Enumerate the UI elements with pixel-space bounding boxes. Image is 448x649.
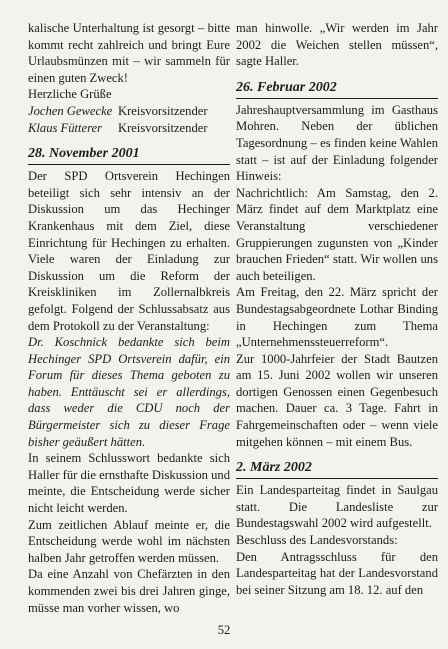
signer-row xyxy=(28,103,230,120)
signer-role: Kreisvorsitzender xyxy=(118,120,208,135)
right-column xyxy=(236,20,438,598)
signer-row xyxy=(28,120,230,137)
paragraph: Ein Landesparteitag findet in Saulgau statt. Die Landesliste zur Bundestagswahl 2002 wird aufgestellt. xyxy=(236,483,438,531)
paragraph: In seinem Schlusswort bedankte sich Haller für die ernsthafte Diskussion und meinte, die Entscheidung werde sicher nicht leicht werden. xyxy=(28,451,230,516)
section-heading: 28. November 2001 xyxy=(28,146,230,165)
section-heading: 2. März 2002 xyxy=(236,460,438,479)
paragraph: Der SPD Ortsverein Hechingen beteiligt sich sehr intensiv an der Diskussion um das Hechinger Krankenhaus mit dem Ziel, diese Einrichtung für Hechingen zu erhalten. Viele waren der Einladung zur Diskussion um die Reform der Kreiskliniken im Zollernalbkreis gefolgt. Folgend der Schlussabsatz aus dem Protokoll zu der Veranstaltung: xyxy=(28,169,230,333)
paragraph: Jahreshauptversammlung im Gasthaus Mohren. Neben der üblichen Tagesordnung – es finden keine Wahlen statt – ist auf der Einladung folgender Hinweis: xyxy=(236,102,438,184)
section-heading: 26. Februar 2002 xyxy=(236,80,438,99)
signer-name: Klaus Fütterer xyxy=(28,120,103,135)
greeting-text: Herzliche Grüße xyxy=(28,87,112,102)
page-number: 52 xyxy=(217,623,231,637)
paragraph: Da eine Anzahl von Chefärzten in den kommenden zwei bis drei Jahren ginge, müsse man vorher wissen, wo xyxy=(28,567,230,615)
signer-role: Kreisvorsitzender xyxy=(118,103,208,118)
right-intro-text: man hinwolle. „Wir werden im Jahr 2002 die Weichen stellen müssen“, sagte Haller. xyxy=(236,21,438,69)
left-intro-text: kalische Unterhaltung ist gesorgt – bitte kommt recht zahlreich und bringt Eure Urlaubsmünzen mit – wir sammeln für einen guten Zweck! xyxy=(28,21,230,85)
quote-paragraph: Dr. Koschnick bedankte sich beim Hechinger SPD Ortsverein dafür, ein Forum für dieses Thema geboten zu haben. Enttäuscht sei er allerdings, dass weder die CDU noch der Bürgermeister sich zu dieser Frage bisher geäußert hätten. xyxy=(28,335,230,449)
left-column xyxy=(28,20,230,616)
paragraph: Zur 1000-Jahrfeier der Stadt Bautzen am 15. Juni 2002 wollen wir unseren dortigen Genossen einen Gegenbesuch machen. Dauer ca. 3 Tage. Fahrt in Fahrgemeinschaften oder – wenn viele mitgehen können – mit einem Bus. xyxy=(236,351,438,449)
paragraph: Zum zeitlichen Ablauf meinte er, die Entscheidung werde wohl im nächsten halben Jahr getroffen werden müssen. xyxy=(28,517,230,565)
paragraph: Beschluss des Landesvorstands: xyxy=(236,533,398,548)
paragraph: Nachrichtlich: Am Samstag, den 2. März findet auf dem Marktplatz eine Veranstaltung verschiedener Gruppierungen zugunsten von „Kinder brauchen Frieden“ statt. Wir wollen uns auch beteiligen. xyxy=(236,185,438,283)
paragraph: Den Antragsschluss für den Landesparteitag hat der Landesvorstand bei seiner Sitzung am 18. 12. auf den xyxy=(236,549,438,597)
signer-name: Jochen Gewecke xyxy=(28,103,113,118)
paragraph: Am Freitag, den 22. März spricht der Bundestagsabgeordnete Lothar Binding in Hechingen zum Thema „Unternehmenssteuerreform“. xyxy=(236,285,438,350)
